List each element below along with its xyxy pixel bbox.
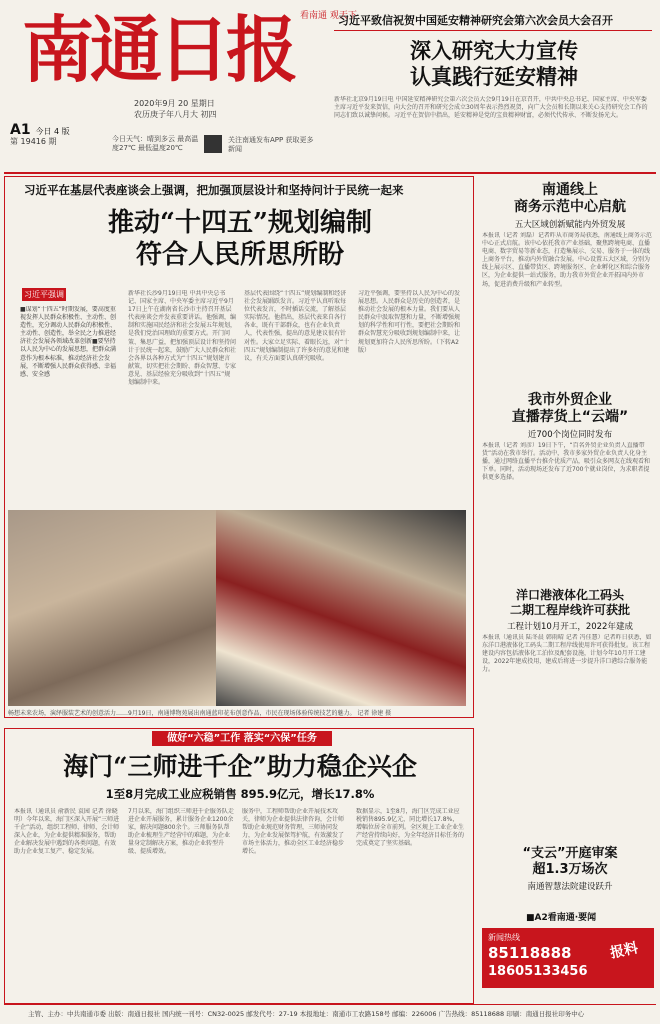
hotline-phone-1: 85118888 bbox=[488, 944, 572, 962]
brand-links: 看南通 观天下 bbox=[300, 11, 357, 21]
top-rule bbox=[334, 30, 652, 31]
right4-headline bbox=[486, 846, 654, 878]
date-line-1: 2020年9月 20 星期日 bbox=[134, 99, 215, 108]
lead-title-2: 符合人民所思所盼 bbox=[135, 240, 344, 270]
date-line-2: 农历庚子年八月大 初四 bbox=[134, 110, 217, 119]
top-story-headline bbox=[410, 38, 578, 90]
lead-tag: 习近平强调 bbox=[24, 290, 64, 299]
main-rule bbox=[4, 172, 656, 174]
right1-subtitle: 五大区域创新赋能内外贸发展 bbox=[514, 220, 626, 230]
right4-headline-1: “支云”开庭审案 bbox=[522, 846, 618, 861]
edition-page-number: A1 bbox=[10, 122, 31, 138]
lead-title bbox=[20, 207, 460, 271]
lead-column-3: 习近平强调，要坚持以人民为中心的发展思想。人民群众是历史的创造者，是推动社会发展的根本力量。我们要从人民群众中汲取智慧和力量，不断增强规划的科学性和可行性，要把社会期盼和群众智慧充分吸收到规划编制中来，让规划更加符合人民所思所盼。（下转A2版） bbox=[358, 290, 461, 354]
top-story-kicker: 习近平致信祝贺中国延安精神研究会第六次会员大会召开 bbox=[338, 14, 613, 27]
right3-headline bbox=[486, 588, 654, 618]
right2-subtitle: 近700个岗位同时发布 bbox=[527, 430, 613, 440]
right2-headline-1: 我市外贸企业 bbox=[528, 392, 612, 408]
second-subtitle: 1至8月完成工业应税销售 895.9亿元，增长17.8% bbox=[105, 787, 375, 801]
hotline-phone-2: 18605133456 bbox=[488, 964, 588, 979]
hotline-tag: 报料 bbox=[608, 940, 640, 962]
right2-headline bbox=[486, 392, 654, 426]
lead-column-2: 基层代表围绕“十四五”规划编制和经济社会发展踊跃发言。习近平认真听取每位代表发言，不时插话交流，了解基层实际情况。他指出，基层代表来自各行各业，既有干部群众，也有企业负责人，代表性强，提出的意见建议很有针对性。大家立足实际、着眼长远，对“十四五”规划编制提出了许多好的意见和建议，有关方面要认真研究吸收。 bbox=[244, 290, 350, 362]
second-column-3: 服务中，工程师帮助企业开展技术攻关，律师为企业提供法律咨询，会计师帮助企业规范财务管理，三师协同发力，为企业发展保驾护航，有效激发了市场主体活力，推动全区工业经济稳步增长。 bbox=[242, 808, 345, 856]
right2-body: 本报讯（记者 刘彦）19日下午，“百名外贸企业负责人直播带货”活动在我市举行。活动中，我市多家外贸企业负责人化身主播，通过网络直播平台推介优质产品，吸引众多网友在线观看和下单。同时，活动现场还发布了近700个就业岗位，为求职者提供更多选择。 bbox=[482, 442, 651, 482]
lead-photo-left bbox=[8, 510, 216, 706]
top-story-body: 新华社北京9月19日电 中国延安精神研究会第六次会员大会9月19日在京召开，中共中央总书记、国家主席、中央军委主席习近平发来贺信，向大会的召开和研究会成立30周年表示热烈祝贺，向广大会员和长期以来关心支持研究会工作的同志们致以诚挚问候。习近平在贺信中指出，延安精神是党的宝贵精神财富，必须代代传承、不断发扬光大。 bbox=[334, 96, 648, 119]
right1-headline-1: 南通线上 bbox=[542, 182, 598, 198]
a2-link[interactable]: ■A2看南通·要闻 bbox=[526, 913, 597, 923]
app-promo: 关注南通发布APP 获取更多新闻 bbox=[228, 136, 314, 153]
right3-headline-1: 洋口港液体化工码头 bbox=[515, 588, 624, 602]
weather-info: 今日天气：晴到多云 最高温度27℃ 最低温度20℃ bbox=[112, 135, 199, 152]
qr-code-icon bbox=[204, 135, 222, 153]
top-story-headline-1: 深入研究大力宣传 bbox=[410, 39, 578, 63]
second-column-4: 数据显示，1至8月，海门区完成工业应税销售895.9亿元，同比增长17.8%，增幅位居全市前列。全区规上工业企业生产经营持续向好，为全年经济目标任务的完成奠定了坚实基础。 bbox=[356, 808, 464, 848]
right4-subtitle: 南通智慧法院建设跃升 bbox=[527, 882, 613, 892]
second-column-1: 本报讯（通讯员 俞新民 袁园 记者 徐晓明）今年以来，海门区深入开展“三师进千企”活动，组织工程师、律师、会计师深入企业，为企业提供精准服务，帮助企业解决发展中遇到的各类问题，有效助力企业复工复产、稳定发展。 bbox=[14, 808, 120, 856]
second-title: 海门“三师进千企”助力稳企兴企 bbox=[63, 752, 417, 781]
right3-subtitle: 工程计划10月开工，2022年建成 bbox=[507, 622, 633, 632]
lead-title-1: 推动“十四五”规划编制 bbox=[108, 208, 372, 238]
hotline-label: 新闻热线 bbox=[488, 933, 520, 942]
right1-headline bbox=[486, 182, 654, 216]
right3-body: 本报讯（通讯员 陆冬晨 韩雨晴 记者 冯佳慧）记者昨日获悉，如东洋口港液体化工码头二期工程岸线使用许可获得批复。该工程建设内容包括液体化工泊位及配套设施，计划今年10月开工建设，2022年建成投用，建成后将进一步提升洋口港综合服务能力。 bbox=[482, 634, 652, 674]
photo-caption: 畅想未来农场，演绎服装艺术的创意活力……9月19日，南通博物苑展出南通蓝印花布创意作品，市民在现场体验传统技艺的魅力。 记者 徐建 摄 bbox=[8, 710, 392, 717]
lead-summary: ■谋划“十四五”时期发展，要高度重视发挥人民群众积极性、主动性、创造性，充分调动人民群众的积极性、主动性、创造性，举全民之力推进经济社会发展各领域改革创新■要坚持以人民为中心的发展思想，把群众满意作为根本标准，推动经济社会发展，不断增强人民群众获得感、幸福感、安全感 bbox=[20, 306, 117, 378]
lead-photo-right bbox=[216, 510, 466, 706]
right1-body: 本报讯（记者 刘磊）记者昨从市商务局获悉，南通线上商务示范中心正式启航。该中心依托我市产业基础，聚焦跨境电商、直播电商、数字贸易等新业态，打造集展示、交易、服务于一体的线上商务平台，推动内外贸融合发展。中心设置五大区域，分别为线上展示区、直播带货区、跨境服务区、企业孵化区和综合服务区，为企业提供一站式服务，助力我市外贸企业开拓国内外市场，促进消费升级和产业转型。 bbox=[482, 232, 652, 288]
hotline-box bbox=[482, 928, 654, 988]
masthead-title: 南通日报 bbox=[22, 7, 295, 92]
second-kicker: 做好“六稳”工作 落实“六保”任务 bbox=[152, 731, 332, 746]
lead-kicker: 习近平在基层代表座谈会上强调，把加强顶层设计和坚持问计于民统一起来 bbox=[24, 183, 404, 197]
right1-headline-2: 商务示范中心启航 bbox=[514, 199, 626, 215]
second-column-2: 7月以来，海门组织三师进千企服务队走进企业开展服务，累计服务企业1200余家，解决问题800余个。三师服务队帮助企业梳理生产经营中的难题，为企业量身定制解决方案，推动企业转型升级、提质增效。 bbox=[128, 808, 234, 856]
edition-pages: 今日 4 版 bbox=[35, 127, 70, 136]
right2-headline-2: 直播荐货上“云端” bbox=[511, 409, 629, 425]
right4-headline-2: 超1.3万场次 bbox=[532, 862, 608, 877]
lead-column-1: 新华社长沙9月19日电 中共中央总书记、国家主席、中央军委主席习近平9月17日上午在湖南省长沙市主持召开基层代表座谈会并发表重要讲话。他强调，编制和实施国民经济和社会发展五年规划，是我们党治国理政的重要方式。开门问策、集思广益，把加强顶层设计和坚持问计于民统一起来，鼓励广大人民群众和社会各界以各种方式为“十四五”规划建言献策，切实把社会期盼、群众智慧、专家意见、基层经验充分吸收到“十四五”规划编制中来。 bbox=[128, 290, 236, 387]
footer: 主管、主办：中共南通市委 出版：南通日报社 国内统一刊号：CN32-0025 邮发代号：27-19 本报地址：南通市工农路158号 邮编：226006 广告热线：85118688 印刷：南通日报社印务中心 bbox=[4, 1004, 656, 1022]
issue-number: 第 19416 期 bbox=[10, 137, 57, 146]
dateline bbox=[134, 98, 217, 120]
top-story-headline-2: 认真践行延安精神 bbox=[410, 65, 578, 89]
right3-headline-2: 二期工程岸线许可获批 bbox=[509, 603, 630, 617]
